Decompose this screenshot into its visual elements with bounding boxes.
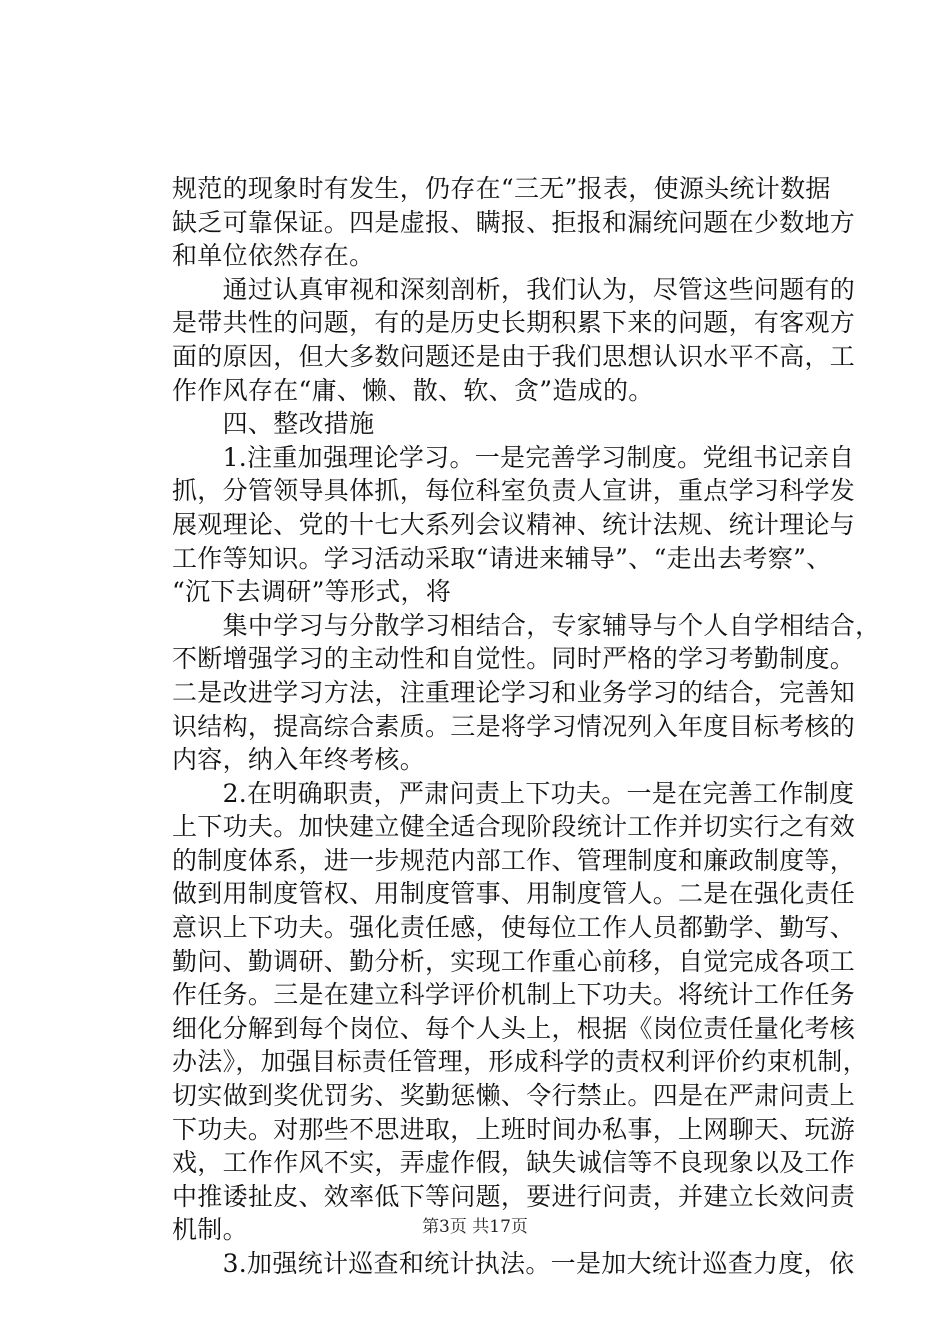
text-line: 意识上下功夫。强化责任感，使每位工作人员都勤学、勤写、 <box>172 913 856 943</box>
text-line: 作作风存在“庸、懒、散、软、贪”造成的。 <box>172 375 654 405</box>
text-line: 戏，工作作风不实，弄虚作假，缺失诚信等不良现象以及工作 <box>172 1148 856 1178</box>
text-line: 内容，纳入年终考核。 <box>172 745 426 775</box>
text-line: 的制度体系，进一步规范内部工作、管理制度和廉政制度等， <box>172 845 856 875</box>
text-line: 勤问、勤调研、勤分析，实现工作重心前移，自觉完成各项工 <box>172 946 856 976</box>
text-line: 作任务。三是在建立科学评价机制上下功夫。将统计工作任务 <box>172 980 856 1010</box>
text-line: 办法》，加强目标责任管理，形成科学的责权利评价约束机制， <box>172 1047 868 1077</box>
text-line: 下功夫。对那些不思进取，上班时间办私事，上网聊天、玩游 <box>172 1114 856 1144</box>
text-line: 2.在明确职责，严肃问责上下功夫。一是在完善工作制度 <box>172 778 855 808</box>
text-line: 规范的现象时有发生，仍存在“三无”报表，使源头统计数据 <box>172 174 831 203</box>
text-line: 细化分解到每个岗位、每个人头上，根据《岗位责任量化考核 <box>172 1013 856 1043</box>
document-body <box>172 172 881 1281</box>
text-line: 识结构，提高综合素质。三是将学习情况列入年度目标考核的 <box>172 711 856 741</box>
text-line: 工作等知识。学习活动采取“请进来辅导”、“走出去考察”、 <box>172 543 832 573</box>
page-number-footer: 第3页 共17页 <box>422 1217 528 1237</box>
text-line: 切实做到奖优罚劣、奖勤惩懒、令行禁止。四是在严肃问责上 <box>172 1081 856 1111</box>
text-line: 中推诿扯皮、效率低下等问题，要进行问责，并建立长效问责 <box>172 1181 856 1211</box>
text-line: 做到用制度管权、用制度管事、用制度管人。二是在强化责任 <box>172 879 856 909</box>
text-line: 机制。 <box>172 1215 248 1245</box>
text-line: 抓，分管领导具体抓，每位科室负责人宣讲，重点学习科学发 <box>172 476 856 506</box>
text-line: 和单位依然存在。 <box>172 241 375 271</box>
text-line: 通过认真审视和深刻剖析，我们认为，尽管这些问题有的 <box>172 274 856 304</box>
section-heading: 四、整改措施 <box>172 409 375 439</box>
text-line: 展观理论、党的十七大系列会议精神、统计法规、统计理论与 <box>172 509 856 539</box>
text-line: 面的原因，但大多数问题还是由于我们思想认识水平不高，工 <box>172 341 856 371</box>
text-line: 1.注重加强理论学习。一是完善学习制度。党组书记亲自 <box>172 442 855 472</box>
text-line: 上下功夫。加快建立健全适合现阶段统计工作并切实行之有效 <box>172 812 856 842</box>
text-line: 集中学习与分散学习相结合，专家辅导与个人自学相结合， <box>172 610 881 640</box>
text-line: 缺乏可靠保证。四是虚报、瞒报、拒报和漏统问题在少数地方 <box>172 207 856 237</box>
text-line: “沉下去调研”等形式，将 <box>172 577 452 607</box>
text-line: 二是改进学习方法，注重理论学习和业务学习的结合，完善知 <box>172 677 856 707</box>
text-line: 3.加强统计巡查和统计执法。一是加大统计巡查力度，依 <box>172 1249 855 1278</box>
text-line: 不断增强学习的主动性和自觉性。同时严格的学习考勤制度。 <box>172 644 856 674</box>
text-line: 是带共性的问题，有的是历史长期积累下来的问题，有客观方 <box>172 308 856 338</box>
